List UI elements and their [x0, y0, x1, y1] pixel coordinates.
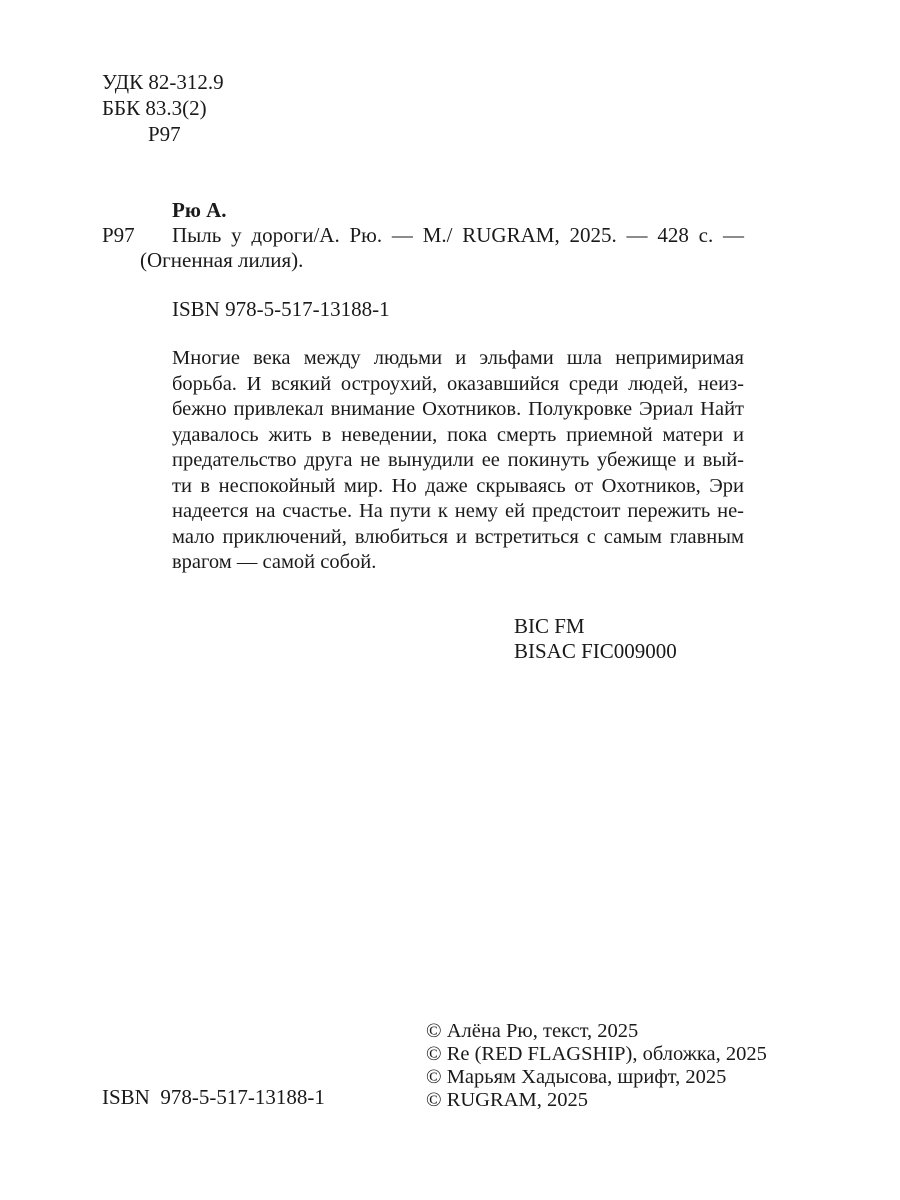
annotation-line: мало приключений, влюбиться и встретиться с самым главным — [172, 525, 744, 548]
annotation-line: предательство друга не вынудили ее покинуть убежище и вый- — [172, 449, 744, 471]
card-isbn: ISBN 978-5-517-13188-1 — [172, 297, 390, 321]
copyright-line: © RUGRAM, 2025 — [426, 1089, 588, 1111]
author-mark: Р97 — [148, 122, 181, 146]
copyright-block — [426, 1020, 767, 1112]
bisac-code: BISAC FIC009000 — [514, 639, 677, 663]
annotation-line: удавалось жить в неведении, пока смерть приемной матери и — [172, 423, 744, 446]
copyright-line: © Re (RED FLAGSHIP), обложка, 2025 — [426, 1043, 767, 1065]
bbk-code: ББК 83.3(2) — [102, 96, 207, 120]
series-name: (Огненная лилия). — [140, 248, 304, 272]
annotation-line: Многие века между людьми и эльфами шла непримиримая — [172, 347, 744, 369]
udk-code: УДК 82-312.9 — [102, 70, 224, 94]
annotation-line: врагом — самой собой. — [172, 551, 377, 573]
annotation-line: ти в неспокойный мир. Но даже скрываясь от Охотников, Эри — [172, 474, 744, 497]
annotation-paragraph — [172, 346, 744, 576]
copyright-line: © Марьям Хадысова, шрифт, 2025 — [426, 1066, 727, 1088]
footer-isbn: ISBN 978-5-517-13188-1 — [102, 1085, 325, 1109]
annotation-line: надеется на счастье. На пути к нему ей предстоит пережить не- — [172, 500, 744, 522]
author-name: Рю А. — [172, 198, 227, 222]
annotation-line: бежно привлекал внимание Охотников. Полукровке Эриал Найт — [172, 398, 744, 420]
card-margin-mark: Р97 — [102, 223, 135, 247]
annotation-line: борьба. И всякий остроухий, оказавшийся среди людей, неиз- — [172, 372, 744, 395]
book-title-line: Пыль у дороги/А. Рю. — М./ RUGRAM, 2025. — 428 с. — — [172, 223, 744, 247]
copyright-line: © Алёна Рю, текст, 2025 — [426, 1020, 639, 1042]
bic-code: BIC FM — [514, 614, 585, 638]
